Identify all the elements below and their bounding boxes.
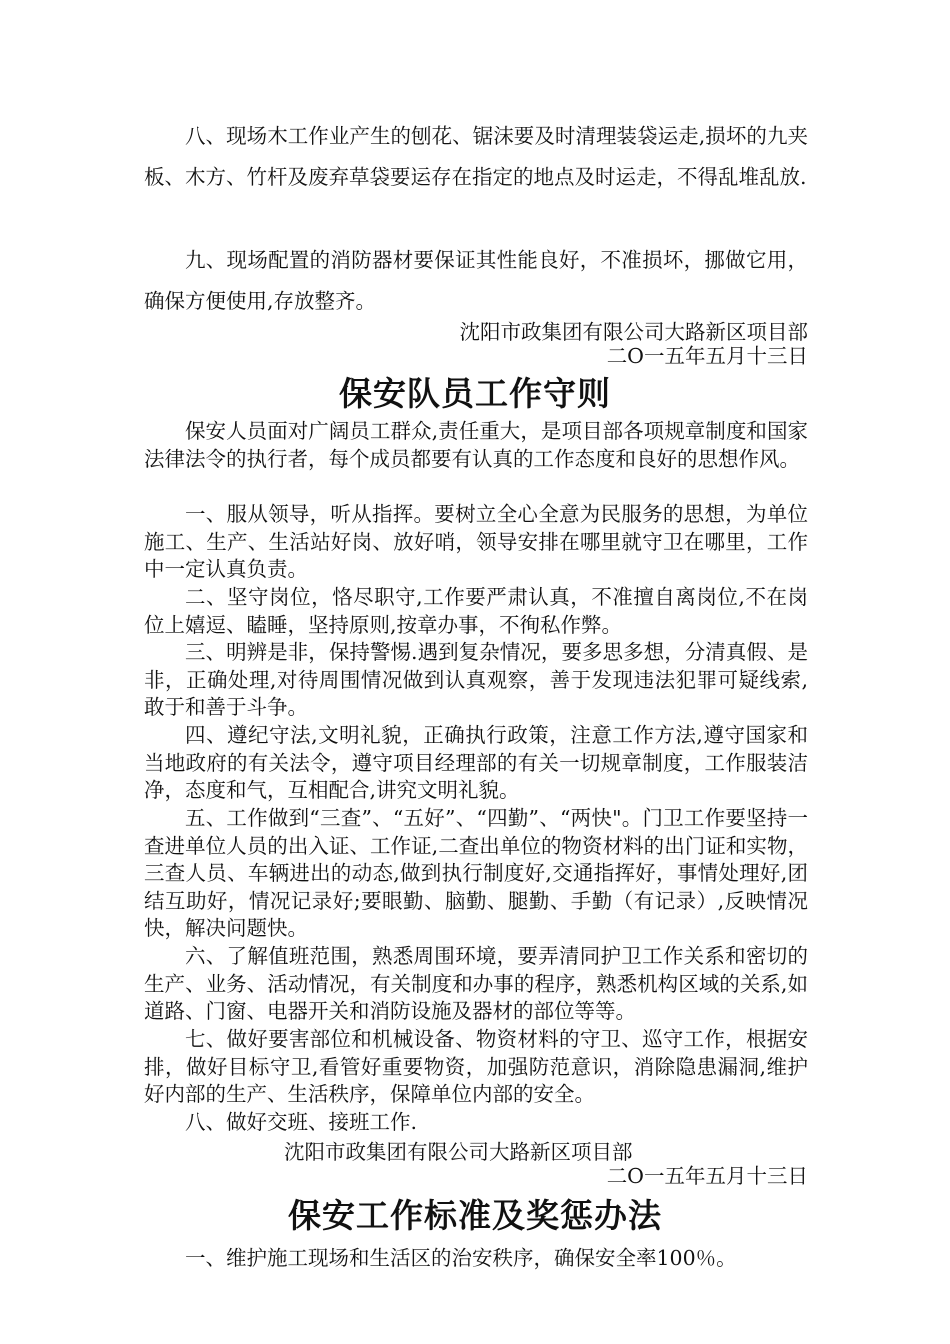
signature-date: 二O一五年五月十三日 xyxy=(606,344,808,368)
rule-item-8: 八、做好交班、接班工作. xyxy=(185,1110,418,1134)
section-title-guard-standards: 保安工作标准及奖惩办法 xyxy=(288,1196,662,1235)
signature-organization-2: 沈阳市政集团有限公司大路新区项目部 xyxy=(284,1140,633,1164)
rule-item-2: 二、坚守岗位，恪尽职守,工作要严肃认真，不准擅自离岗位,不在岗位上嬉逗、瞌睡，坚持原则,按章办事，不徇私作弊。 xyxy=(144,585,808,637)
section-title-guard-rules: 保安队员工作守则 xyxy=(339,374,611,413)
rule-item-1: 一、服从领导，听从指挥。要树立全心全意为民服务的思想，为单位施工、生产、生活站好岗、放好哨，领导安排在哪里就守卫在哪里，工作中一定认真负责。 xyxy=(144,502,808,582)
rule-item-5: 五、工作做到“三查”、“五好”、“四勤”、“两快"。门卫工作要坚持一查进单位人员的出入证、工作证,二查出单位的物资材料的出门证和实物，三查人员、车辆进出的动态,做到执行制度好,交通指挥好，事情处理好,团结互助好，情况记录好;要眼勤、脑勤、腿勤、手勤（有记录）,反映情况快，解决问题快。 xyxy=(144,806,808,941)
signature-organization: 沈阳市政集团有限公司大路新区项目部 xyxy=(459,320,808,344)
rule-item-4: 四、遵纪守法,文明礼貌，正确执行政策，注意工作方法,遵守国家和当地政府的有关法令，遵守项目经理部的有关一切规章制度，工作服装洁净，态度和气，互相配合,讲究文明礼貌。 xyxy=(144,723,808,803)
paragraph-item-9: 九、现场配置的消防器材要保证其性能良好，不准损坏，挪做它用，确保方便使用,存放整齐。 xyxy=(144,248,808,313)
rule-item-7: 七、做好要害部位和机械设备、物资材料的守卫、巡守工作，根据安排，做好目标守卫,看管好重要物资，加强防范意识，消除隐患漏洞,维护好内部的生产、生活秩序，保障单位内部的安全。 xyxy=(144,1027,808,1107)
paragraph-item-8: 八、现场木工作业产生的刨花、锯沫要及时清理装袋运走,损坏的九夹板、木方、竹杆及废弃草袋要运存在指定的地点及时运走，不得乱堆乱放. xyxy=(144,124,808,189)
rule-item-3: 三、明辨是非，保持警惕.遇到复杂情况，要多思多想，分清真假、是非，正确处理,对待周围情况做到认真观察，善于发现违法犯罪可疑线索,敢于和善于斗争。 xyxy=(144,640,808,720)
rule-item-6: 六、了解值班范围，熟悉周围环境，要弄清同护卫工作关系和密切的生产、业务、活动情况，有关制度和办事的程序，熟悉机构区域的关系,如道路、门窗、电器开关和消防设施及器材的部位等等。 xyxy=(144,944,808,1024)
standard-item-1: 一、维护施工现场和生活区的治安秩序，确保安全率100％。 xyxy=(185,1246,737,1270)
intro-paragraph: 保安人员面对广阔员工群众,责任重大，是项目部各项规章制度和国家法律法令的执行者，每个成员都要有认真的工作态度和良好的思想作风。 xyxy=(144,419,808,471)
signature-date-2: 二O一五年五月十三日 xyxy=(606,1164,808,1188)
